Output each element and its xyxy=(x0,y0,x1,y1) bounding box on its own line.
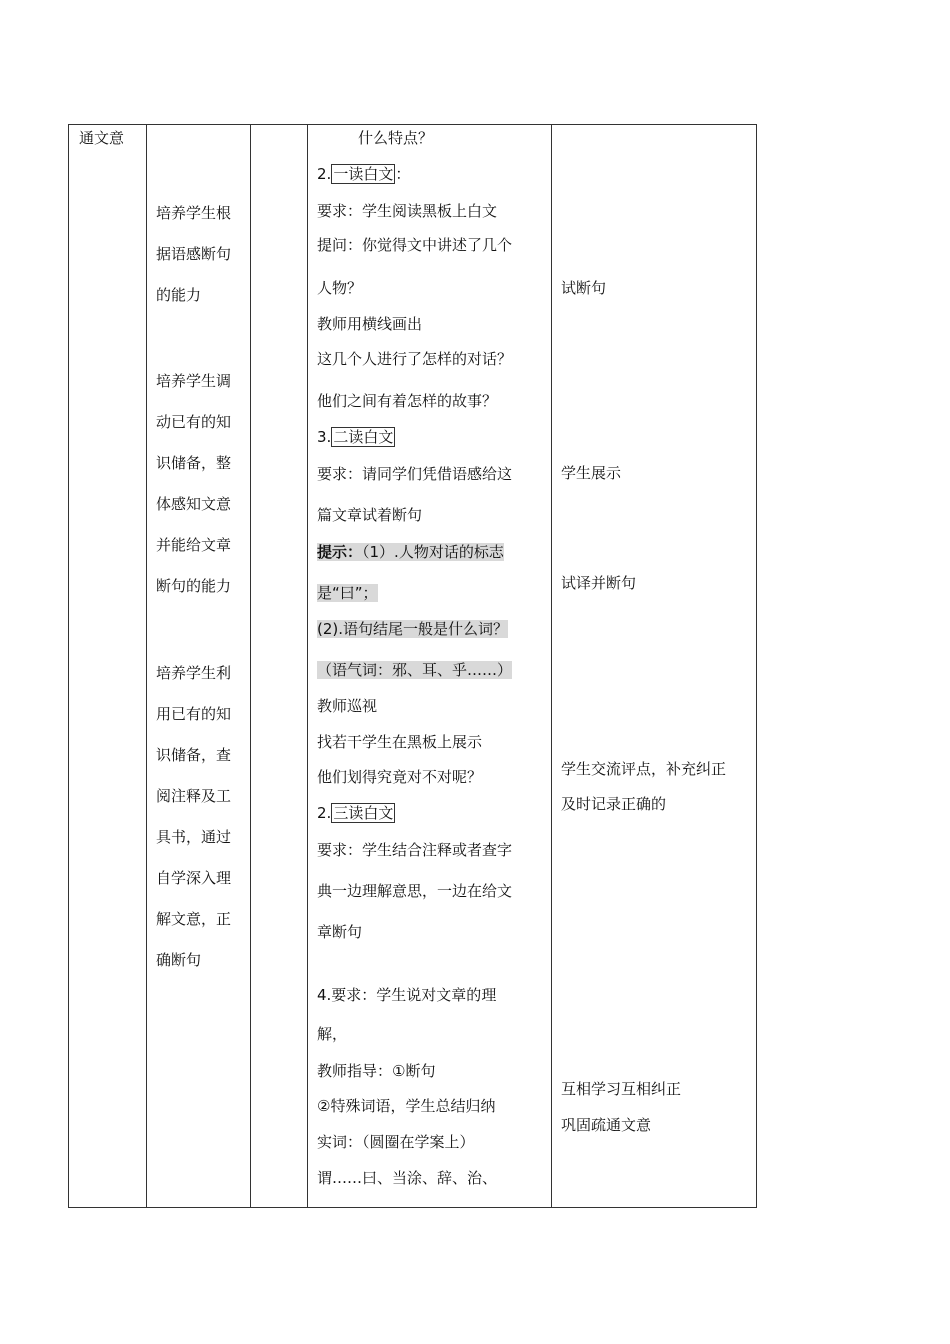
activity-line: 解， xyxy=(317,1025,348,1043)
step-title-tail: ： xyxy=(395,165,411,183)
activity-line: ②特殊词语，学生总结归纳 xyxy=(317,1097,496,1115)
activity-line xyxy=(317,583,378,603)
objective-line: 的能力 xyxy=(156,286,202,304)
objective-line: 识储备，整 xyxy=(156,454,232,472)
hint-text: (2).语句结尾一般是什么词？ xyxy=(317,620,509,638)
objective-line: 并能给文章 xyxy=(156,536,232,554)
activity-line xyxy=(317,164,410,184)
student-line: 学生交流评点，补充纠正 xyxy=(561,760,727,778)
activity-line: 教师指导：①断句 xyxy=(317,1062,436,1080)
student-line: 学生展示 xyxy=(561,464,622,482)
activity-line: 章断句 xyxy=(317,923,363,941)
objective-line: 体感知文意 xyxy=(156,495,232,513)
objective-line: 用已有的知 xyxy=(156,705,232,723)
objective-line: 确断句 xyxy=(156,951,202,969)
stage-column xyxy=(69,125,146,1207)
activity-line: 谓……曰、当涂、辞、治、 xyxy=(317,1169,498,1187)
activity-line: 这几个人进行了怎样的对话？ xyxy=(317,350,513,368)
activity-line: 他们之间有着怎样的故事？ xyxy=(317,392,498,410)
objective-line: 阅注释及工 xyxy=(156,787,232,805)
activity-line: 他们划得究竟对不对呢？ xyxy=(317,768,483,786)
activity-line: 教师用横线画出 xyxy=(317,315,423,333)
student-activity-column xyxy=(551,125,756,1207)
activity-line: 什么特点？ xyxy=(358,129,434,147)
step-title-boxed: 三读白文 xyxy=(333,804,394,822)
stage-label: 通文意 xyxy=(79,129,125,147)
objective-line: 动已有的知 xyxy=(156,413,232,431)
activity-line: 教师巡视 xyxy=(317,697,378,715)
activity-line: 篇文章试着断句 xyxy=(317,506,423,524)
objective-line: 培养学生利 xyxy=(156,664,232,682)
objective-line: 据语感断句 xyxy=(156,245,232,263)
step-number: 3. xyxy=(317,428,332,446)
activity-line xyxy=(317,803,395,823)
activity-line: 要求：学生结合注释或者查字 xyxy=(317,841,513,859)
empty-column xyxy=(250,125,307,1207)
activity-line xyxy=(317,660,512,680)
student-line: 试断句 xyxy=(561,279,607,297)
objective-line: 具书，通过 xyxy=(156,828,232,846)
student-line: 巩固疏通文意 xyxy=(561,1116,652,1134)
activity-line: 4.要求：学生说对文章的理 xyxy=(317,986,497,1004)
step-number: 2. xyxy=(317,165,332,183)
objective-line: 识储备，查 xyxy=(156,746,232,764)
teacher-activity-column xyxy=(307,125,551,1207)
lesson-table xyxy=(68,124,757,1208)
student-line: 及时记录正确的 xyxy=(561,795,667,813)
hint-text: （1）.人物对话的标志 xyxy=(362,543,504,561)
activity-line: 提问：你觉得文中讲述了几个 xyxy=(317,236,513,254)
student-line: 试译并断句 xyxy=(561,574,637,592)
activity-line: 要求：学生阅读黑板上白文 xyxy=(317,202,498,220)
objective-line: 解文意，正 xyxy=(156,910,232,928)
activity-line: 实词：（圆圈在学案上） xyxy=(317,1133,475,1151)
hint-text: 是“曰”； xyxy=(317,584,378,602)
objective-line: 培养学生根 xyxy=(156,204,232,222)
student-line: 互相学习互相纠正 xyxy=(561,1080,682,1098)
objective-line: 自学深入理 xyxy=(156,869,232,887)
activity-line: 人物？ xyxy=(317,279,363,297)
step-title-boxed: 二读白文 xyxy=(333,428,394,446)
step-title-boxed: 一读白文 xyxy=(333,165,394,183)
activity-line xyxy=(317,427,395,447)
hint-text: （语气词：邪、耳、乎……） xyxy=(317,661,513,679)
activity-line xyxy=(317,542,504,562)
activity-line xyxy=(317,619,508,639)
step-number: 2. xyxy=(317,804,332,822)
activity-line: 要求：请同学们凭借语感给这 xyxy=(317,465,513,483)
objective-line: 培养学生调 xyxy=(156,372,232,390)
activity-line: 找若干学生在黑板上展示 xyxy=(317,733,483,751)
activity-line: 典一边理解意思，一边在给文 xyxy=(317,882,513,900)
hint-label: 提示： xyxy=(317,543,363,561)
objective-line: 断句的能力 xyxy=(156,577,232,595)
objective-column xyxy=(146,125,250,1207)
